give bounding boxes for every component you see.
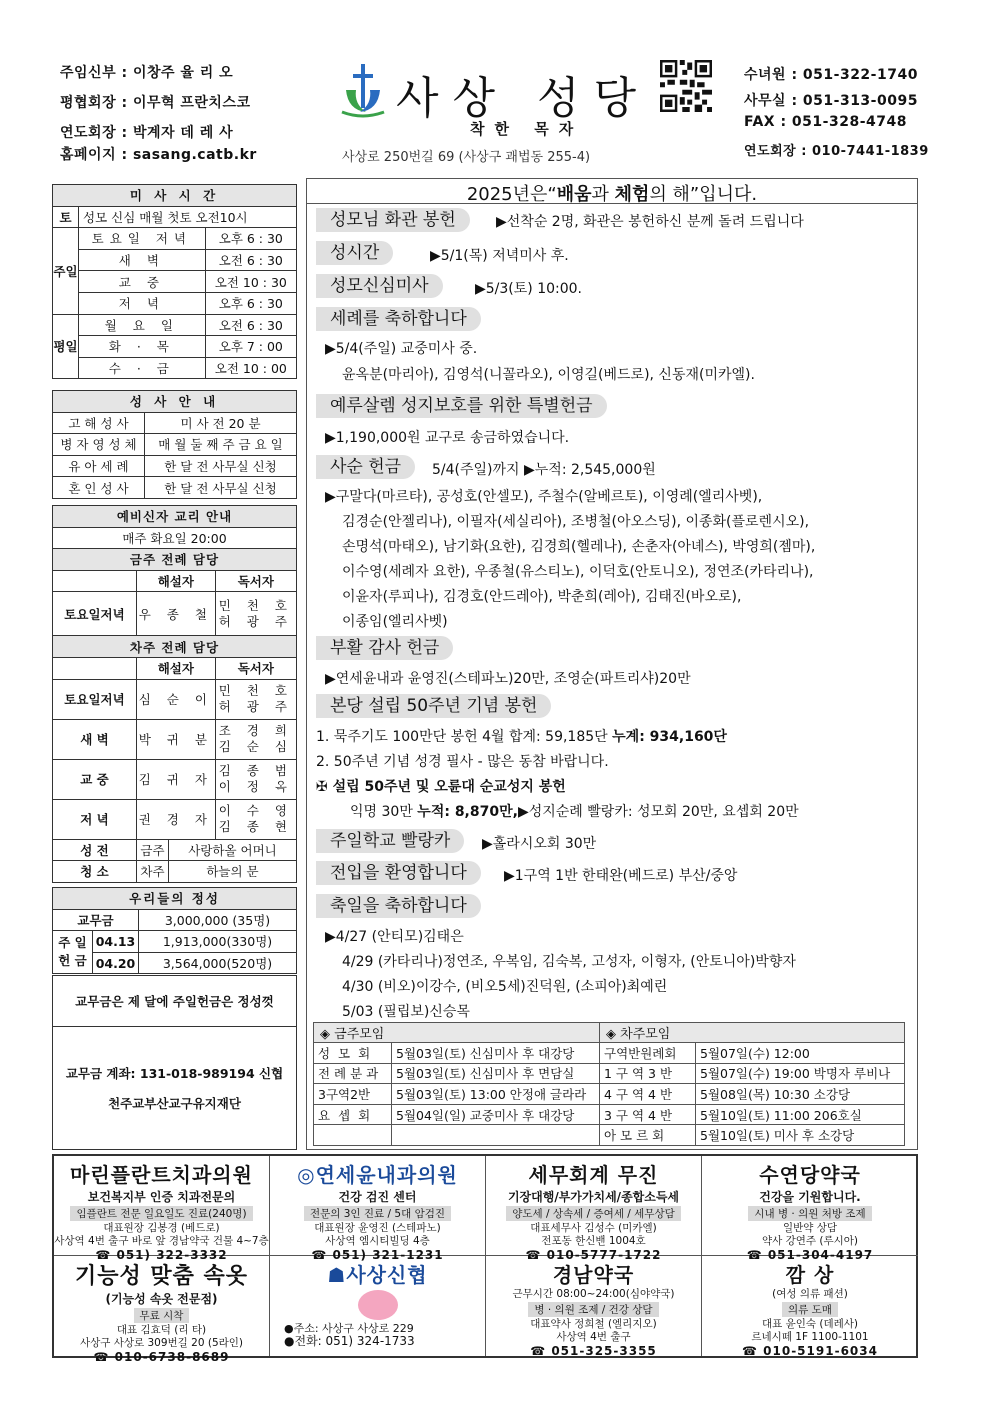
section-text: 2. 50주년 기념 성경 필사 - 많은 동참 바랍니다. [316,754,609,770]
section-tag: 예루살렘 성지보호를 위한 특별헌금 [316,394,607,418]
clinic-logo-icon: ◎ [297,1163,316,1187]
section-text: ▶5/1(목) 저녁미사 후. [430,248,569,264]
ads-section [52,1154,918,1364]
ad-underwear[interactable]: 기능성 맞춤 속옷 (기능성 속옷 전문점) 무료 시착 대표 김효덕 (리 타) 사상구 사상로 309번길 20 (5라인) ☎ 010-6738-8689 [54,1256,270,1356]
name-line: 이종임(엘리사벳) [342,614,448,630]
offering-note: 교무금은 제 달에 주일헌금은 정성껏 [52,975,297,1027]
ad-pharmacy1[interactable]: 수연당약국 건강을 기원합니다. 시내 병 · 의원 처방 조제 일반약 상담 약사 강연주 (루시아) ☎ 051-304-4197 [702,1156,918,1256]
convent-phone: 수녀원 : 051-322-1740 [744,67,918,83]
page-title: 사상 성당 [396,73,651,124]
section-tag: 성모신심미사 [316,274,443,298]
church-logo-icon [338,60,388,118]
church-address: 사상로 250번길 69 (사상구 괘법동 255-4) [342,150,591,165]
feast-line: ▶4/27 (안티모)김태은 [325,929,464,945]
section-tag: 부활 감사 헌금 [316,636,453,660]
feast-line: 4/30 (비오)이강수, (비오5세)진덕원, (소피아)최예린 [342,979,668,995]
offering-table: 우리들의 정성 교무금 3,000,000 (35명) 주 일 헌 금 04.13 1,913,000(330명) 04.20 3,564,000(520명) [52,887,297,974]
name-line: 이윤자(루피나), 김경호(안드레아), 박춘희(레아), 김태진(바오로), [342,589,742,605]
section-text: ▶연세윤내과 윤영진(스테파노)20만, 조영순(파트리샤)20만 [325,671,691,687]
ad-credit-union[interactable]: ☗사상신협 ●주소: 사상구 사상로 229 ●전화: 051) 324-1733 [270,1256,486,1356]
pastor-line: 주임신부 : 이창주 율 리 오 [60,65,234,81]
section-text: 윤옥분(마리아), 김영석(니꼴라오), 이영길(베드로), 신동재(미카엘). [342,367,755,383]
section-text: ▶5/4(주일) 교중미사 중. [325,341,478,357]
ad-tax[interactable]: 세무회계 무진 기장대행/부가가치세/종합소득세 양도세 / 상속세 / 증여세 / 세무상담 대표세무사 김성수 (미카엘) 전포동 한신밴 1004호 ☎ 010-5777-1722 [486,1156,702,1256]
name-line: 이수영(세례자 요한), 우종철(유스티노), 이덕호(안토니오), 정연조(카타리나), [342,564,814,580]
weekday-label: 평일 [53,314,79,379]
section-text: ✠ 설립 50주년 및 오륜대 순교성지 봉헌 [316,779,566,795]
section-tag: 본당 설립 50주년 기념 봉헌 [316,694,551,718]
qr-code-icon[interactable] [660,60,712,112]
sat-detail: 성모 신심 매월 첫토 오전10시 [79,206,297,228]
fax-number: FAX : 051-328-4748 [744,114,907,130]
sat-label: 토 [53,206,79,228]
mass-times-table: 미 사 시 간 토 성모 신심 매월 첫토 오전10시 주일 토요일 저녁 오후 6 : 30 새 벽 오전 6 : 30 교 중 오전 10 : 30 저 녁 오후 6 : 30 평일 월 요 일 오전 6 : 30 화 · 목 오후 7 : 00 수 · 금 오전 10 : 00 [52,184,297,379]
sacrament-table: 성 사 안 내 고 해 성 사 미 사 전 20 분 병 자 영 성 체 매 월 둘 째 주 금 요 일 유 아 세 례 한 달 전 사무실 신청 혼 인 성 사 한 달 전 사무실 신청 [52,390,297,499]
section-tag: 성모님 화관 봉헌 [316,208,470,232]
union-line: 연도회장 : 박계자 데 레 사 [60,125,234,141]
mass-times-title: 미 사 시 간 [53,185,297,207]
office-phone: 사무실 : 051-313-0095 [744,93,918,109]
section-text: ▶홀라시오회 30만 [482,836,597,852]
section-tag: 성시간 [316,241,393,265]
section-tag: 축일을 축하합니다 [316,894,481,918]
feast-line: 4/29 (카타리나)정연조, 우복임, 김숙복, 고성자, 이형자, (안토니아)박향자 [342,954,796,970]
section-tag: 전입을 환영합니다 [316,861,481,885]
feast-line: 5/03 (필립보)신승목 [342,1004,470,1020]
section-text: ▶선착순 2명, 화관은 봉헌하신 분께 돌려 드립니다 [496,214,804,230]
ad-dental[interactable]: 마린플란트치과의원 보건복지부 인증 치과전문의 임플란트 전문 일요일도 진료(240명) 대표원장 김봉경 (베드로) 사상역 4번 출구 바로 앞 경남약국 건물 4~7층 ☎ 051) 322-3332 [54,1156,270,1256]
section-text: ▶1,190,000원 교구로 송금하였습니다. [325,430,570,446]
section-tag: 사순 헌금 [316,455,415,479]
name-line: ▶구말다(마르타), 공성호(안셀모), 주철수(알베르토), 이영례(엘리사벳), [325,489,763,505]
section-tag: 주일학교 빨랑카 [316,829,464,853]
ad-clinic[interactable]: ◎연세윤내과의원 건강 검진 센터 전문의 3인 진료 / 5대 암검진 대표원장 윤영진 (스테파노) 사상역 엠시티빌딩 4층 ☎ 051) 321-1231 [270,1156,486,1256]
credit-union-logo-icon: ☗ [327,1263,347,1287]
pig-mascot-icon [358,1290,398,1320]
section-text: ▶5/3(토) 10:00. [475,281,582,297]
homepage-link[interactable]: 홈페이지 : sasang.catb.kr [60,147,257,163]
section-tag: 세례를 축하합니다 [316,307,481,331]
name-line: 손명석(마태오), 남기화(요한), 김경희(헬레나), 손춘자(아녜스), 박영희(젬마), [342,539,816,555]
section-text: ▶1구역 1반 한태완(베드로) 부산/중앙 [504,868,738,884]
reader-this-sat: 민 천 호 허 광 주 [215,592,296,636]
year-theme: 2025년은“배움과 체험의 해”입니다. [466,184,758,205]
sunday-label: 주일 [53,228,79,314]
council-line: 평협회장 : 이무혁 프란치스코 [60,95,251,111]
liturgy-table: 예비신자 교리 안내 매주 화요일 20:00 금주 전례 담당 해설자 독서자 토요일저녁 우 종 철 민 천 호 허 광 주 차주 전례 담당 해설자 독서자 토요일저녁 심 순 이 민 천 호 허 광 주 새 벽 박 귀 분 조 경 희 김 순 심 교 중 김 귀 자 김 종 범 이 정 옥 저 녁 권 경 자 이 수 영 김 종 현 성 전 금주 사랑하올 어머니 청 소 차주 하늘의 문 [52,505,297,883]
section-text: 5/4(주일)까지 ▶누적: 2,545,000원 [432,462,656,478]
page-subtitle: 착한 목자 [470,120,584,138]
ad-fashion[interactable]: 깜 상 (여성 의류 패션) 의류 도매 대표 윤인숙 (데레사) 르네시떼 1F 1100-1101 ☎ 010-5191-6034 [742,1263,878,1358]
account-info: 교무금 계좌: 131-018-989194 신협 천주교부산교구유지재단 [52,1026,297,1150]
name-line: 김경순(안젤리나), 이필자(세실리아), 조병철(아오스딩), 이종화(플로렌시오), [342,514,810,530]
ad-pharmacy2[interactable]: 경남약국 근무시간 08:00~24:00(심야약국) 병 · 의원 조제 / 건강 상담 대표약사 정희철 (엘리지오) 사상역 4번 출구 ☎ 051-325-3355 [486,1256,702,1356]
meetings-table: ◈ 금주모임 ◈ 차주모임 성 모 회 5월03일(토) 신심미사 후 대강당 구역반원례회 5월07일(수) 12:00 전 례 분 과 5월03일(토) 신심미사 후 면담실 1 구 역 3 반 5월07일(수) 19:00 박명자 루비나 3구역2반 5월03일(토) 13:00 안정애 글라라 4 구 역 4 반 5월08일(목) 10:30 소강당 요 셉 회 5월04일(일) 교중미사 후 대강당 3 구 역 4 반 5월10일(토) 11:00 206호실 아 모 르 회 5월10일(토) 미사 후 소강당 [313,1022,905,1146]
union-phone: 연도회장 : 010-7441-1839 [744,144,929,159]
